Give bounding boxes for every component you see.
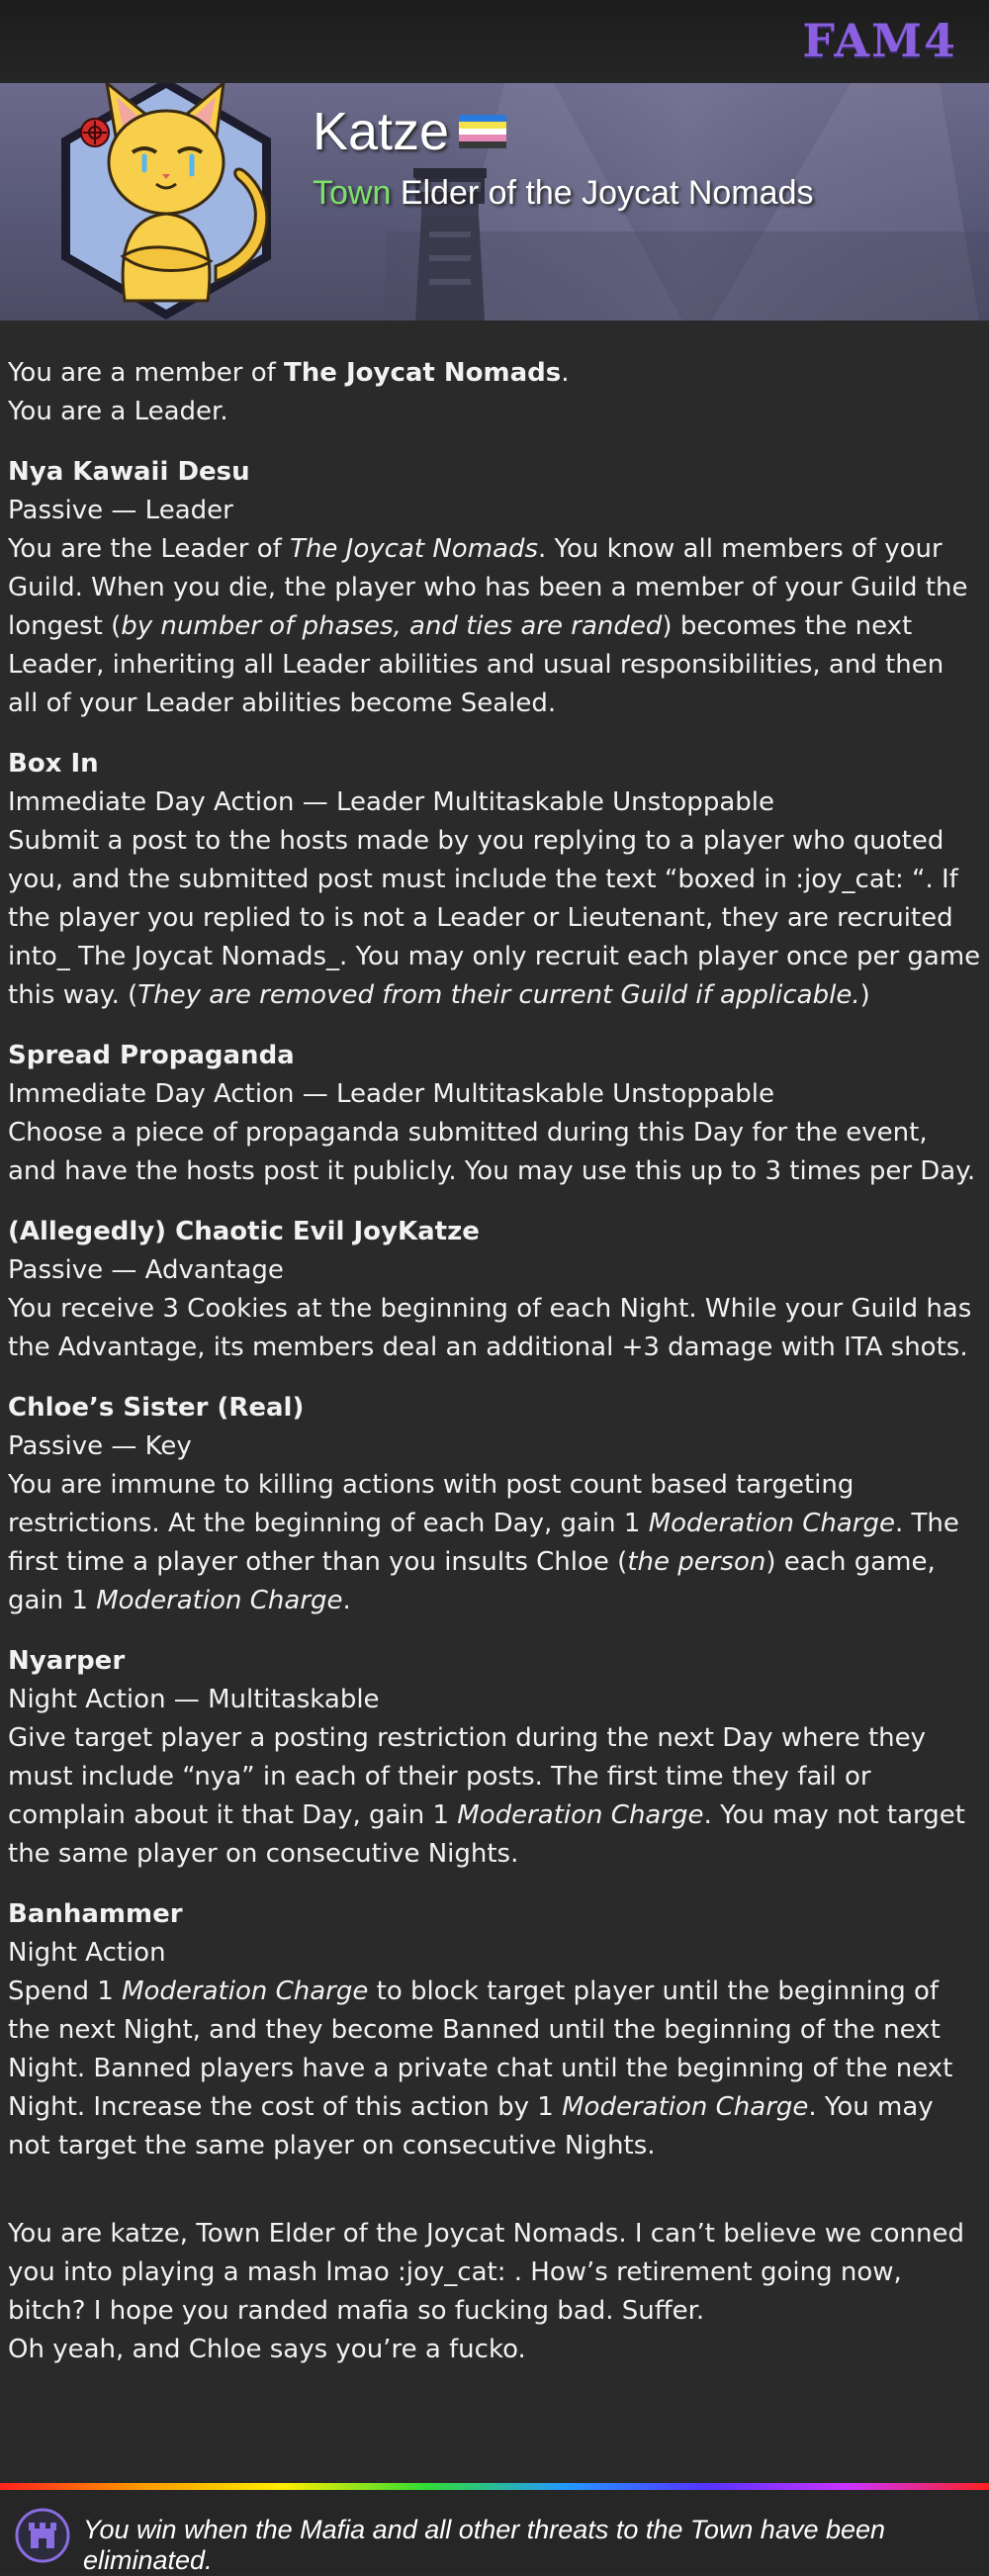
ability-description-text: You are immune to killing actions with post count based targeting restrictions. At the beginning of each Day, gain 1 — [8, 1470, 854, 1538]
ability-description-emphasis: They are removed from their current Guild if applicable. — [137, 980, 860, 1010]
ability-block — [8, 453, 981, 723]
ability-description — [8, 1466, 981, 1620]
pride-flag-icon — [459, 115, 506, 148]
flavor-line-2: Oh yeah, and Chloe says you’re a fucko. — [8, 2335, 526, 2364]
ability-block — [8, 1213, 981, 1367]
win-condition-footer — [0, 2483, 989, 2575]
ability-description-text: ) — [859, 980, 870, 1010]
ability-description-text: . You know all members of your Guild. When you die, the player who has been a member of your Guild the longest ( — [8, 534, 968, 641]
role-name-line — [313, 101, 506, 162]
ability-description-emphasis: the person — [627, 1547, 766, 1577]
ability-description — [8, 1290, 981, 1367]
ability-name: Nya Kawaii Desu — [8, 457, 250, 487]
ability-type: Immediate Day Action — Leader Multitaskable Unstoppable — [8, 787, 774, 817]
ability-description — [8, 1114, 981, 1191]
ability-description-emphasis: The Joycat Nomads — [290, 534, 538, 564]
intro-membership — [8, 354, 981, 393]
town-castle-icon — [14, 2507, 71, 2564]
role-banner — [0, 83, 989, 321]
ability-name: Banhammer — [8, 1899, 183, 1929]
top-bar — [0, 0, 989, 83]
ability-block — [8, 1037, 981, 1191]
ability-type: Night Action — [8, 1938, 166, 1968]
ability-description-text: . You may not target the same player on consecutive Nights. — [8, 2092, 934, 2161]
ability-description-text: to block target player until the beginning of the next Night, and they become Banned until the beginning of the next Night. Banned players have a private chat until the beginning of the next Night. Increase the cost of this action by 1 — [8, 1977, 953, 2122]
ability-type: Passive — Advantage — [8, 1255, 284, 1285]
ability-description — [8, 1973, 981, 2165]
ability-description-text: . — [342, 1586, 351, 1615]
ability-block — [8, 1642, 981, 1874]
rainbow-divider — [0, 2483, 989, 2490]
ability-description-emphasis: by number of phases, and ties are randed — [121, 611, 663, 641]
ability-description-text: . You may not target the same player on consecutive Nights. — [8, 1800, 965, 1869]
flavor-text — [8, 2215, 981, 2369]
ability-description-text: Submit a post to the hosts made by you replying to a player who quoted you, and the submitted post must include the text “boxed in :joy_cat: “. If the player you replied to is not a Leader or Lieutenant, they are recruited into_ The Joycat Nomads_. You may only recruit each player once per game this way. ( — [8, 826, 981, 1010]
ability-description-emphasis: Moderation Charge — [562, 2092, 809, 2122]
intro-membership-suffix: . — [561, 358, 570, 388]
ability-block — [8, 745, 981, 1015]
ability-description-text: You receive 3 Cookies at the beginning of each Night. While your Guild has the Advantage, its members deal an additional +3 damage with ITA shots. — [8, 1294, 972, 1362]
ability-description-text: Choose a piece of propaganda submitted during this Day for the event, and have the hosts post it publicly. You may use this up to 3 times per Day. — [8, 1118, 976, 1186]
ability-name: Nyarper — [8, 1646, 126, 1676]
ability-description-text: You are the Leader of — [8, 534, 291, 564]
ability-type: Passive — Leader — [8, 496, 233, 525]
win-condition-text: You win when the Mafia and all other threats to the Town have been eliminated. — [83, 2515, 886, 2575]
ability-description-text: ) each game, gain 1 — [8, 1547, 936, 1615]
ability-description-text: . The first time a player other than you insults Chloe ( — [8, 1509, 959, 1577]
abilities-list — [8, 453, 981, 2165]
intro-section — [8, 354, 981, 431]
cat-avatar-icon — [47, 83, 285, 321]
ability-description-text: ) becomes the next Leader, inheriting all Leader abilities and usual responsibilities, and then all of your Leader abilities become Sealed. — [8, 611, 944, 718]
ability-description — [8, 530, 981, 723]
ability-description-emphasis: Moderation Charge — [648, 1509, 895, 1538]
ability-description-text: Give target player a posting restriction during the next Day where they must include “nya” in each of their posts. The first time they fail or complain about it that Day, gain 1 — [8, 1723, 927, 1830]
intro-membership-prefix: You are a member of — [8, 358, 285, 388]
ability-type: Passive — Key — [8, 1431, 192, 1461]
role-title: Elder of the Joycat Nomads — [400, 174, 814, 212]
guild-name: The Joycat Nomads — [284, 358, 562, 388]
ability-description — [8, 1719, 981, 1874]
ability-name: Chloe’s Sister (Real) — [8, 1393, 305, 1423]
ability-type: Night Action — Multitaskable — [8, 1685, 380, 1714]
intro-rank: You are a Leader. — [8, 397, 228, 426]
ability-description-emphasis: Moderation Charge — [96, 1586, 343, 1615]
ability-block — [8, 1895, 981, 2165]
flavor-line-1: You are katze, Town Elder of the Joycat Nomads. I can’t believe we conned you into playing a mash lmao :joy_cat: . How’s retirement going now, bitch? I hope you randed mafia so fucking bad. Suffer. — [8, 2219, 965, 2326]
fam-logo: FAM4 — [802, 14, 957, 67]
ability-block — [8, 1389, 981, 1620]
role-card-content — [0, 321, 989, 2369]
ability-description-text: Spend 1 — [8, 1977, 123, 2006]
alignment-label: Town — [313, 174, 392, 212]
role-subtitle — [313, 174, 813, 213]
ability-name: Spread Propaganda — [8, 1041, 295, 1070]
role-name: Katze — [313, 102, 450, 161]
ability-name: (Allegedly) Chaotic Evil JoyKatze — [8, 1217, 480, 1246]
ability-name: Box In — [8, 749, 99, 779]
ability-description-emphasis: Moderation Charge — [457, 1800, 704, 1830]
ability-type: Immediate Day Action — Leader Multitaskable Unstoppable — [8, 1079, 774, 1109]
ability-description — [8, 822, 981, 1015]
ability-description-emphasis: Moderation Charge — [122, 1977, 369, 2006]
